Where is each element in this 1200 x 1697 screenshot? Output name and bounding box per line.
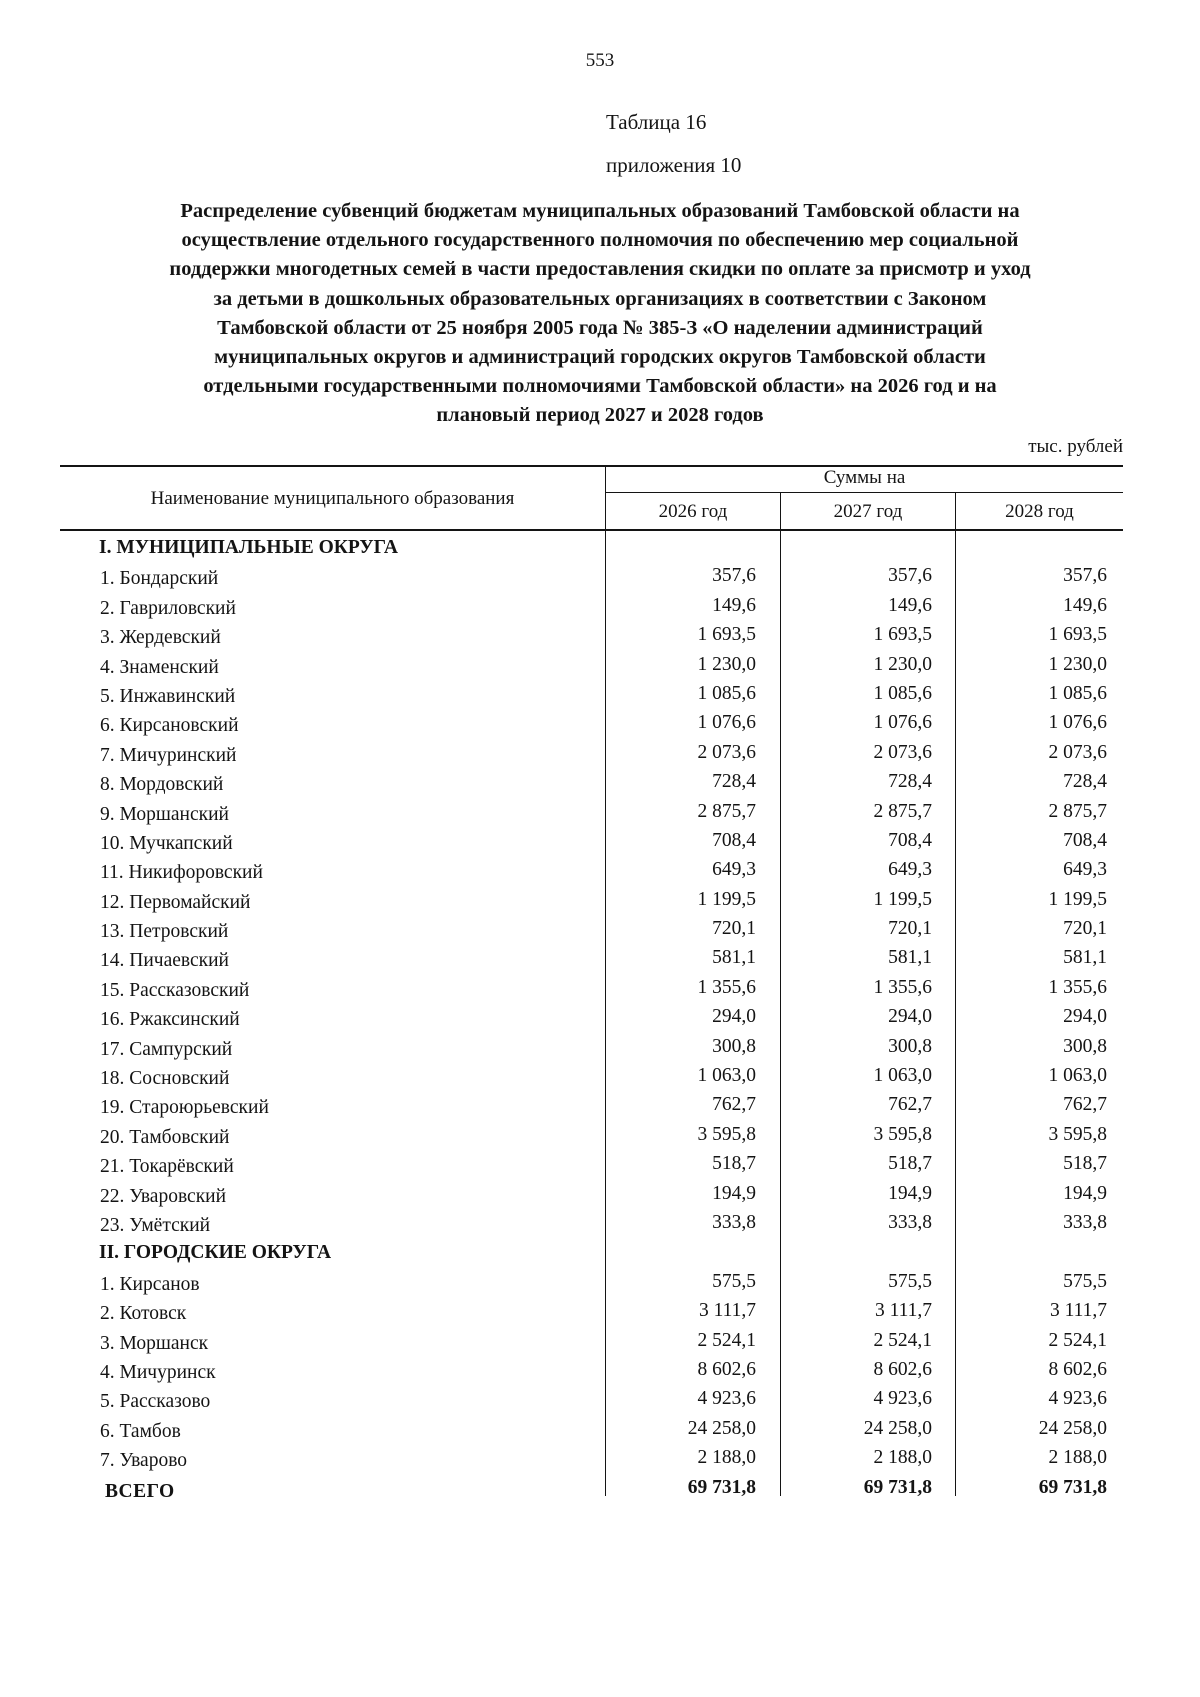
row-name: 15. Рассказовский bbox=[100, 979, 250, 1001]
value-2027: 708,4 bbox=[888, 829, 932, 851]
value-2026: 1 230,0 bbox=[697, 653, 756, 675]
row-name: 8. Мордовский bbox=[100, 774, 224, 796]
value-2027: 3 595,8 bbox=[873, 1123, 932, 1145]
title-line: Тамбовской области от 25 ноября 2005 года № 385-З «О наделении администраций bbox=[217, 316, 983, 339]
table-row bbox=[60, 1153, 1123, 1182]
value-2026: 333,8 bbox=[712, 1211, 756, 1233]
value-2028: 2 524,1 bbox=[1048, 1329, 1107, 1351]
value-2026: 1 355,6 bbox=[697, 976, 756, 998]
value-2026: 575,5 bbox=[712, 1270, 756, 1292]
value-2026: 581,1 bbox=[712, 947, 756, 969]
row-name: 17. Сампурский bbox=[100, 1038, 233, 1060]
table-row bbox=[60, 624, 1123, 653]
row-name: 16. Ржаксинский bbox=[100, 1009, 240, 1031]
title-line: плановый период 2027 и 2028 годов bbox=[436, 404, 764, 427]
section-row bbox=[60, 536, 1123, 565]
table-row bbox=[60, 830, 1123, 859]
value-2027: 2 524,1 bbox=[873, 1329, 932, 1351]
value-2027: 294,0 bbox=[888, 1006, 932, 1028]
row-name: 1. Бондарский bbox=[100, 568, 219, 590]
value-2028: 581,1 bbox=[1063, 947, 1107, 969]
row-name: 3. Моршанск bbox=[100, 1332, 209, 1354]
row-name: 13. Петровский bbox=[100, 921, 229, 943]
value-2027: 728,4 bbox=[888, 771, 932, 793]
value-2028: 294,0 bbox=[1063, 1006, 1107, 1028]
value-2026: 69 731,8 bbox=[687, 1476, 756, 1498]
value-2027: 3 111,7 bbox=[874, 1300, 932, 1322]
value-2026: 194,9 bbox=[712, 1182, 756, 1204]
table-row bbox=[60, 977, 1123, 1006]
table-row bbox=[60, 683, 1123, 712]
table-row bbox=[60, 859, 1123, 888]
row-name: I. МУНИЦИПАЛЬНЫЕ ОКРУГА bbox=[99, 537, 399, 558]
header-name-column: Наименование муниципального образования bbox=[150, 488, 515, 509]
row-name: 22. Уваровский bbox=[100, 1185, 227, 1207]
table-header bbox=[60, 465, 1123, 531]
value-2026: 2 073,6 bbox=[697, 741, 756, 763]
value-2027: 1 063,0 bbox=[873, 1065, 932, 1087]
value-2028: 1 199,5 bbox=[1048, 888, 1107, 910]
table-row bbox=[60, 1447, 1123, 1476]
value-2027: 8 602,6 bbox=[873, 1358, 932, 1380]
value-2026: 149,6 bbox=[712, 594, 756, 616]
value-2028: 69 731,8 bbox=[1038, 1476, 1107, 1498]
title-line: поддержки многодетных семей в части предоставления скидки по оплате за присмотр и уход bbox=[169, 258, 1031, 281]
value-2026: 720,1 bbox=[712, 918, 756, 940]
value-2028: 4 923,6 bbox=[1048, 1388, 1107, 1410]
value-2028: 2 875,7 bbox=[1048, 800, 1107, 822]
table-row bbox=[60, 1330, 1123, 1359]
value-2026: 2 875,7 bbox=[697, 800, 756, 822]
row-name: 2. Гавриловский bbox=[100, 597, 236, 619]
total-row bbox=[60, 1477, 1123, 1506]
table-row bbox=[60, 1065, 1123, 1094]
table-row bbox=[60, 1418, 1123, 1447]
value-2027: 1 085,6 bbox=[873, 682, 932, 704]
row-name: 4. Знаменский bbox=[100, 656, 219, 678]
table-row bbox=[60, 918, 1123, 947]
value-2027: 4 923,6 bbox=[873, 1388, 932, 1410]
section-row bbox=[60, 1241, 1123, 1270]
row-name: 3. Жердевский bbox=[100, 627, 221, 649]
value-2026: 1 076,6 bbox=[697, 712, 756, 734]
value-2028: 1 693,5 bbox=[1048, 624, 1107, 646]
row-name: 20. Тамбовский bbox=[100, 1126, 230, 1148]
value-2028: 300,8 bbox=[1063, 1035, 1107, 1057]
value-2028: 762,7 bbox=[1063, 1094, 1107, 1116]
row-name: 23. Умётский bbox=[100, 1214, 211, 1236]
value-2026: 1 693,5 bbox=[697, 624, 756, 646]
value-2028: 518,7 bbox=[1063, 1153, 1107, 1175]
table-row bbox=[60, 712, 1123, 741]
value-2026: 518,7 bbox=[712, 1153, 756, 1175]
table-row bbox=[60, 565, 1123, 594]
value-2026: 649,3 bbox=[712, 859, 756, 881]
row-name: 6. Кирсановский bbox=[100, 715, 239, 737]
value-2026: 728,4 bbox=[712, 771, 756, 793]
row-name: ВСЕГО bbox=[105, 1480, 175, 1502]
table-row bbox=[60, 801, 1123, 830]
value-2026: 3 111,7 bbox=[698, 1300, 756, 1322]
row-name: 7. Уварово bbox=[100, 1450, 188, 1472]
value-2028: 2 188,0 bbox=[1048, 1447, 1107, 1469]
row-name: 9. Моршанский bbox=[100, 803, 229, 825]
table-row bbox=[60, 1212, 1123, 1241]
value-2028: 357,6 bbox=[1063, 565, 1107, 587]
value-2026: 300,8 bbox=[712, 1035, 756, 1057]
value-2026: 708,4 bbox=[712, 829, 756, 851]
header-year-2026: 2026 год bbox=[658, 501, 728, 522]
value-2026: 4 923,6 bbox=[697, 1388, 756, 1410]
units-label: тыс. рублей bbox=[1028, 436, 1123, 457]
value-2027: 2 188,0 bbox=[873, 1447, 932, 1469]
value-2027: 649,3 bbox=[888, 859, 932, 881]
value-2026: 294,0 bbox=[712, 1006, 756, 1028]
value-2027: 581,1 bbox=[888, 947, 932, 969]
value-2028: 2 073,6 bbox=[1048, 741, 1107, 763]
value-2027: 357,6 bbox=[888, 565, 932, 587]
value-2028: 575,5 bbox=[1063, 1270, 1107, 1292]
row-name: 4. Мичуринск bbox=[100, 1361, 216, 1383]
row-name: 10. Мучкапский bbox=[100, 832, 233, 854]
value-2028: 8 602,6 bbox=[1048, 1358, 1107, 1380]
value-2028: 1 230,0 bbox=[1048, 653, 1107, 675]
value-2027: 762,7 bbox=[888, 1094, 932, 1116]
value-2026: 762,7 bbox=[712, 1094, 756, 1116]
row-name: II. ГОРОДСКИЕ ОКРУГА bbox=[99, 1242, 332, 1264]
table-row bbox=[60, 1006, 1123, 1035]
value-2027: 2 073,6 bbox=[873, 741, 932, 763]
value-2028: 3 595,8 bbox=[1048, 1123, 1107, 1145]
value-2027: 24 258,0 bbox=[863, 1417, 932, 1439]
value-2027: 194,9 bbox=[888, 1182, 932, 1204]
table-body bbox=[60, 536, 1123, 1506]
appendix-label: приложения 10 bbox=[606, 153, 742, 177]
value-2028: 720,1 bbox=[1063, 918, 1107, 940]
title-line: муниципальных округов и администраций городских округов Тамбовской области bbox=[214, 346, 986, 369]
value-2026: 2 524,1 bbox=[697, 1329, 756, 1351]
table-row bbox=[60, 1271, 1123, 1300]
value-2026: 1 085,6 bbox=[697, 682, 756, 704]
row-name: 11. Никифоровский bbox=[100, 862, 263, 884]
table-row bbox=[60, 742, 1123, 771]
table-row bbox=[60, 595, 1123, 624]
row-name: 21. Токарёвский bbox=[100, 1156, 234, 1178]
value-2026: 1 199,5 bbox=[697, 888, 756, 910]
header-middle-rule bbox=[605, 492, 1123, 493]
value-2026: 3 595,8 bbox=[697, 1123, 756, 1145]
header-year-2027: 2027 год bbox=[833, 501, 903, 522]
value-2027: 1 693,5 bbox=[873, 624, 932, 646]
value-2026: 8 602,6 bbox=[697, 1358, 756, 1380]
value-2027: 1 199,5 bbox=[873, 888, 932, 910]
table-row bbox=[60, 1036, 1123, 1065]
row-name: 14. Пичаевский bbox=[100, 950, 229, 972]
row-name: 18. Сосновский bbox=[100, 1068, 230, 1090]
value-2028: 728,4 bbox=[1063, 771, 1107, 793]
value-2028: 1 355,6 bbox=[1048, 976, 1107, 998]
value-2027: 1 355,6 bbox=[873, 976, 932, 998]
title-line: осуществление отдельного государственного полномочия по обеспечению мер социальной bbox=[181, 229, 1019, 252]
row-name: 5. Рассказово bbox=[100, 1391, 211, 1413]
row-name: 7. Мичуринский bbox=[100, 744, 237, 766]
value-2028: 708,4 bbox=[1063, 829, 1107, 851]
value-2028: 149,6 bbox=[1063, 594, 1107, 616]
table-row bbox=[60, 1183, 1123, 1212]
table-row bbox=[60, 889, 1123, 918]
value-2026: 24 258,0 bbox=[687, 1417, 756, 1439]
row-name: 6. Тамбов bbox=[100, 1420, 181, 1442]
table-row bbox=[60, 1124, 1123, 1153]
value-2027: 575,5 bbox=[888, 1270, 932, 1292]
table-row bbox=[60, 771, 1123, 800]
value-2027: 720,1 bbox=[888, 918, 932, 940]
table-label: Таблица 16 bbox=[606, 110, 707, 134]
table-row bbox=[60, 1388, 1123, 1417]
table-row bbox=[60, 1300, 1123, 1329]
document-title bbox=[80, 197, 1120, 431]
value-2028: 24 258,0 bbox=[1038, 1417, 1107, 1439]
value-2027: 518,7 bbox=[888, 1153, 932, 1175]
value-2027: 1 076,6 bbox=[873, 712, 932, 734]
value-2028: 194,9 bbox=[1063, 1182, 1107, 1204]
row-name: 12. Первомайский bbox=[100, 891, 251, 913]
row-name: 19. Староюрьевский bbox=[100, 1097, 269, 1119]
title-line: отдельными государственными полномочиями Тамбовской области» на 2026 год и на bbox=[203, 375, 997, 398]
value-2027: 1 230,0 bbox=[873, 653, 932, 675]
row-name: 5. Инжавинский bbox=[100, 685, 236, 707]
page-number: 553 bbox=[585, 50, 615, 71]
row-name: 2. Котовск bbox=[100, 1303, 187, 1325]
value-2028: 649,3 bbox=[1063, 859, 1107, 881]
value-2027: 300,8 bbox=[888, 1035, 932, 1057]
value-2027: 2 875,7 bbox=[873, 800, 932, 822]
header-sums-label: Суммы на bbox=[823, 467, 906, 488]
table-row bbox=[60, 1359, 1123, 1388]
table-row bbox=[60, 947, 1123, 976]
value-2026: 357,6 bbox=[712, 565, 756, 587]
value-2028: 1 076,6 bbox=[1048, 712, 1107, 734]
value-2028: 1 085,6 bbox=[1048, 682, 1107, 704]
value-2028: 1 063,0 bbox=[1048, 1065, 1107, 1087]
value-2028: 3 111,7 bbox=[1049, 1300, 1107, 1322]
table-row bbox=[60, 1094, 1123, 1123]
table-row bbox=[60, 654, 1123, 683]
title-line: за детьми в дошкольных образовательных организациях в соответствии с Законом bbox=[213, 287, 987, 310]
value-2026: 2 188,0 bbox=[697, 1447, 756, 1469]
value-2026: 1 063,0 bbox=[697, 1065, 756, 1087]
value-2028: 333,8 bbox=[1063, 1211, 1107, 1233]
header-year-2028: 2028 год bbox=[1005, 501, 1074, 522]
row-name: 1. Кирсанов bbox=[100, 1273, 200, 1295]
value-2027: 69 731,8 bbox=[863, 1476, 932, 1498]
value-2027: 149,6 bbox=[888, 594, 932, 616]
value-2027: 333,8 bbox=[888, 1211, 932, 1233]
title-line: Распределение субвенций бюджетам муниципальных образований Тамбовской области на bbox=[180, 200, 1020, 222]
